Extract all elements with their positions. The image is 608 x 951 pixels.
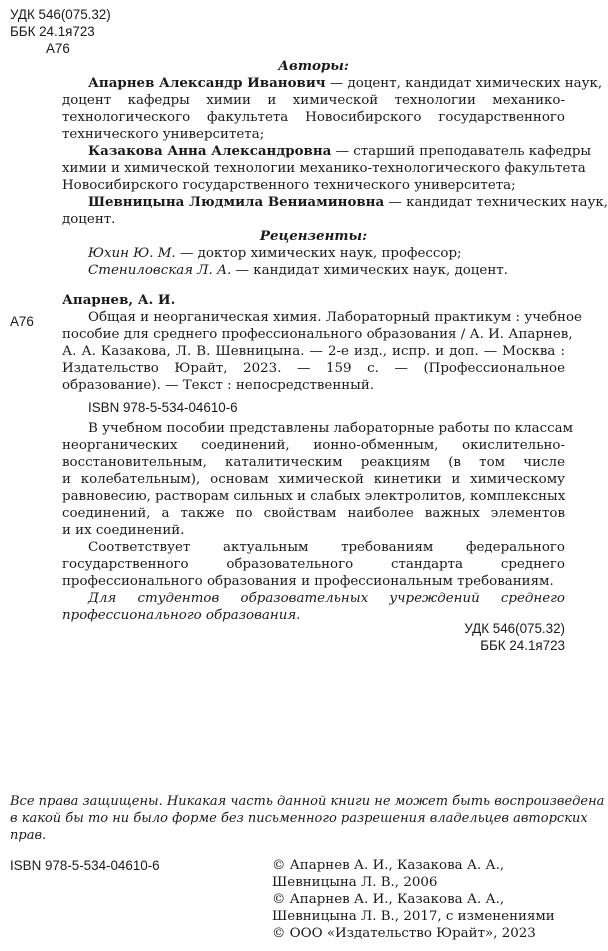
author-entry xyxy=(62,75,603,143)
catalog-author: Апарнев, А. И. xyxy=(62,292,176,308)
annotation-paragraph: В учебном пособии представлены лабораторные работы по классам неорганических соединений, ионно-обменным, окислительно- восстановительным, каталитическим реакциям (в том числе и колебательным), основам химической кинетики и химическому равновесию, растворам сильных и слабых электролитов, комплексных соединений, а также по свойствам наиболее важных элементов и их соединений. xyxy=(62,421,574,538)
annotation xyxy=(62,420,574,624)
author-desc: Новосибирского государственного технического университета; xyxy=(62,178,516,193)
rights-notice: Все права защищены. Никакая часть данной книги не может быть воспроизведена в какой бы то ни было форме без письменного разрешения владельцев авторских прав. xyxy=(10,794,605,843)
copyright-line: Шевницына Л. В., 2017, с изменениями xyxy=(272,909,555,924)
udk-top-block xyxy=(10,6,210,57)
author-mark-top: А76 xyxy=(46,41,70,56)
reviewer-desc: — кандидат химических наук, доцент. xyxy=(231,263,508,278)
catalog-line: Общая и неорганическая химия. Лабораторный практикум : учебное xyxy=(88,310,582,325)
reviewer-desc: — доктор химических наук, профессор; xyxy=(175,246,462,261)
catalog-line: А. А. Казакова, Л. В. Шевницына. — 2-е изд., испр. и доп. — Москва : xyxy=(62,344,565,359)
footer-isbn: ISBN 978-5-534-04610-6 xyxy=(10,858,160,873)
author-desc: — кандидат технических наук, xyxy=(384,195,608,210)
author-desc: — старший преподаватель кафедры xyxy=(331,144,592,159)
copyright-line: © ООО «Издательство Юрайт», 2023 xyxy=(272,926,536,941)
author-desc: доцент кафедры химии и химической технологии механико- xyxy=(62,93,565,108)
copyright-line: © Апарнев А. И., Казакова А. А., xyxy=(272,892,505,907)
reviewers-heading: Рецензенты: xyxy=(259,228,368,244)
author-desc: — доцент, кандидат химических наук, xyxy=(325,76,603,91)
author-desc: доцент. xyxy=(62,212,116,227)
author-desc: химии и химической технологии механико-технологического факультета xyxy=(62,161,586,176)
catalog-line: Издательство Юрайт, 2023. — 159 с. — (Профессиональное xyxy=(62,361,565,376)
author-name: Апарнев Александр Иванович xyxy=(88,75,326,91)
author-name: Шевницына Людмила Вениаминовна xyxy=(88,194,385,210)
udk-bottom-block xyxy=(300,620,565,654)
author-name: Казакова Анна Александровна xyxy=(88,143,332,159)
bbk-bottom: ББК 24.1я723 xyxy=(480,638,565,653)
author-entry xyxy=(62,143,592,194)
author-desc: технологического факультета Новосибирского государственного xyxy=(62,110,565,125)
author-desc: технического университета; xyxy=(62,127,265,142)
udk-top: УДК 546(075.32) xyxy=(10,7,111,22)
catalog-record xyxy=(62,292,582,416)
reviewer-entry xyxy=(62,245,565,262)
author-entry xyxy=(62,194,608,228)
reviewer-name: Стениловская Л. А. xyxy=(88,263,232,278)
bbk-top: ББК 24.1я723 xyxy=(10,24,95,39)
udk-bottom: УДК 546(075.32) xyxy=(464,621,565,636)
catalog-line: образование). — Текст : непосредственный. xyxy=(62,378,375,393)
copyright-line: © Апарнев А. И., Казакова А. А., xyxy=(272,858,505,873)
catalog-isbn: ISBN 978-5-534-04610-6 xyxy=(88,400,238,415)
catalog-code: А76 xyxy=(10,314,34,329)
authors-section xyxy=(62,58,608,228)
reviewers-section xyxy=(62,228,565,279)
reviewer-entry xyxy=(62,262,565,279)
reviewer-name: Юхин Ю. М. xyxy=(88,246,176,261)
annotation-paragraph: Для студентов образовательных учреждений среднего профессионального образования. xyxy=(62,591,565,623)
copyright-block xyxy=(272,857,565,942)
authors-heading: Авторы: xyxy=(278,58,349,74)
catalog-line: пособие для среднего профессионального образования / А. И. Апарнев, xyxy=(62,327,573,342)
annotation-paragraph: Соответствует актуальным требованиям федерального государственного образовательного стандарта среднего профессионального образования и профессиональным требованиям. xyxy=(62,540,565,589)
copyright-line: Шевницына Л. В., 2006 xyxy=(272,875,438,890)
